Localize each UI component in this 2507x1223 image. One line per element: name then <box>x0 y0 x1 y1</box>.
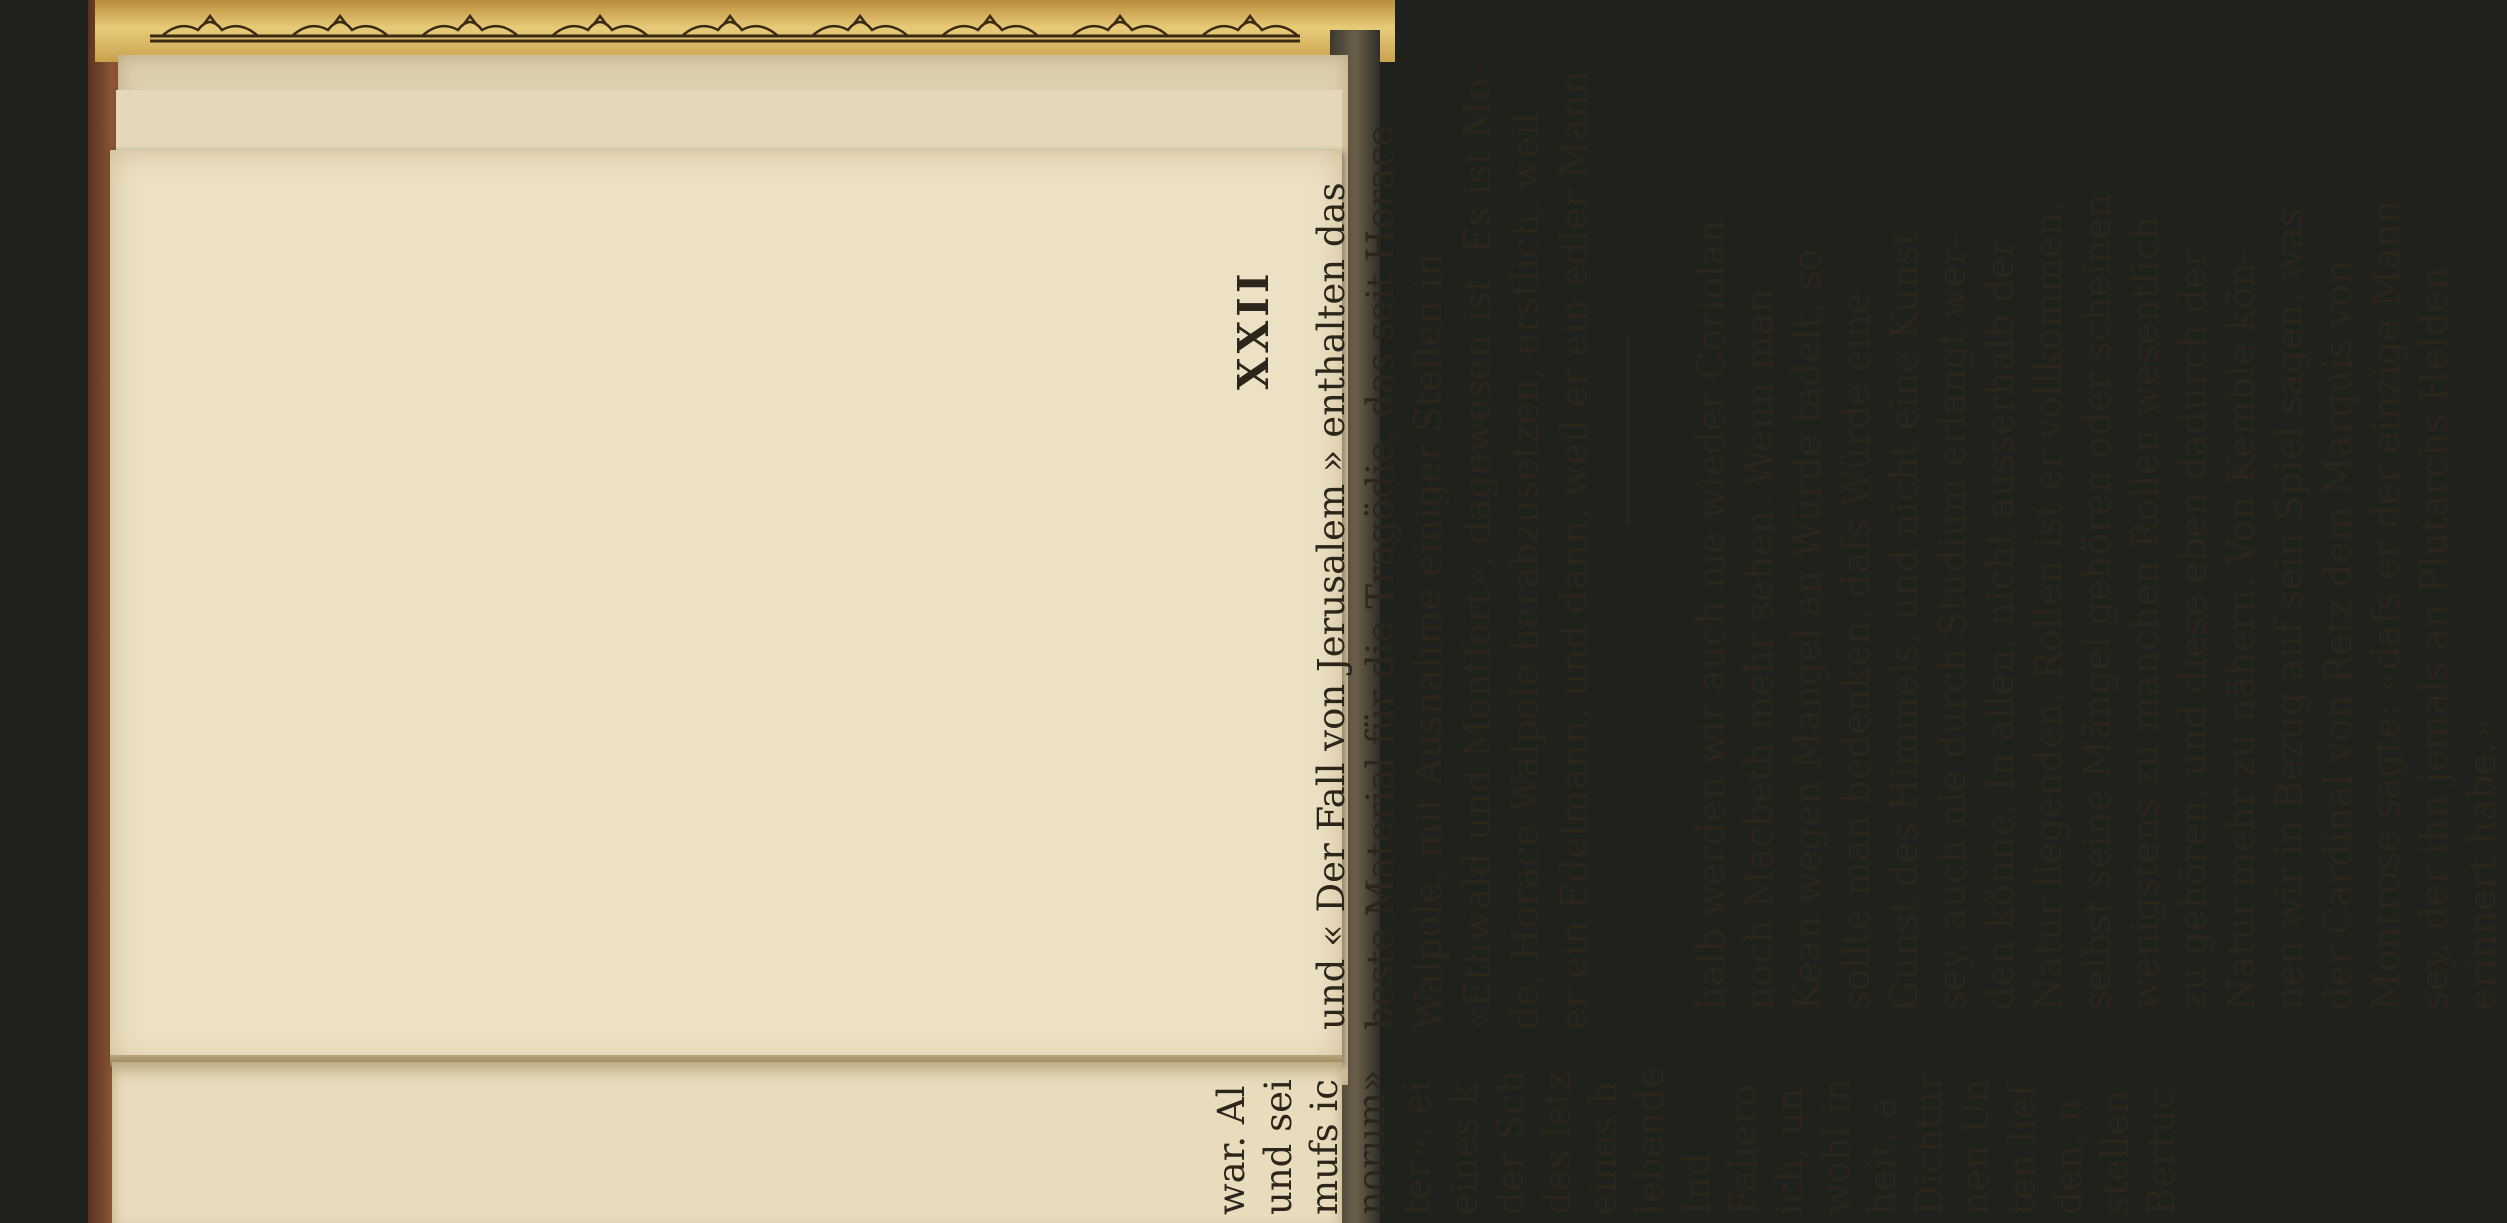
text-line: erinnert habe.» <box>2461 718 2505 1010</box>
ornament-flourish <box>422 16 518 36</box>
text-line: de, Horace Walpole herabzusetzen, erstlich, weil <box>1504 112 1547 1030</box>
text-line: sey, der ihn jemals an Plutarchs Helden <box>2413 266 2456 1010</box>
ornament-flourish <box>1072 16 1168 36</box>
text-line: Natur liegenden, Rollen ist er vollkommen, <box>2027 200 2071 1010</box>
text-line: «Ethwald und Montfort», dagewesen ist. Es ist Mo- <box>1455 65 1499 1030</box>
ornament-flourish <box>552 16 648 36</box>
facing-text-line: der Sch <box>1489 1070 1532 1215</box>
facing-text-line: und sei <box>1256 1079 1300 1215</box>
text-line: er ein Edelmann, und dann, weil er ein edler Mann <box>1552 70 1596 1030</box>
text-line: wenigstens zu manchen Rollen wesentlich <box>2123 215 2167 1010</box>
ornament-flourish <box>942 16 1038 36</box>
ornament-flourish <box>682 16 778 36</box>
text-line: Montrose sagte: «dafs er der einzige Mann <box>2364 199 2408 1010</box>
facing-text-line: Dichtur <box>1907 1072 1951 1215</box>
facing-text-line: norum» <box>1349 1069 1393 1215</box>
text-line: und « Der Fall von Jerusalem » enthalten das <box>1310 182 1353 1030</box>
facing-text-line: Ind <box>1675 1152 1718 1215</box>
section-rule <box>1626 335 1629 525</box>
facing-text-line: ter», ei <box>1396 1080 1439 1215</box>
text-line: sey, auch nie durch Studium erlangt wer- <box>1931 234 1974 1010</box>
facing-text-line: nen Un <box>1954 1078 1997 1215</box>
text-line: der Cardinal von Retz dem Marquis von <box>2316 260 2360 1010</box>
text-line: selbst seine Mängel gehören oder scheinen <box>2075 193 2119 1010</box>
text-line: nen wir in Bezug auf sein Spiel sagen, was <box>2268 207 2312 1010</box>
facing-text-line: stellen <box>2093 1089 2137 1215</box>
text-line: Natur mehr zu nähern. Von Kemble kön- <box>2220 250 2264 1010</box>
text-line: Walpole, mit Ausnahme einiger Stellen in <box>1407 253 1450 1030</box>
ornament-flourish <box>162 16 258 36</box>
facing-text-line: eines h <box>1582 1080 1625 1215</box>
text-line: beste Material für die Tragödie, das seit Horace <box>1358 124 1402 1030</box>
facing-text-line: Faliero <box>1721 1084 1765 1215</box>
text-line: zu gehören, und diese eben dadurch der <box>2172 249 2215 1010</box>
ornament-flourish <box>292 16 388 36</box>
facing-text-line: heit, a <box>1861 1096 1904 1215</box>
text-line: Gunst des Himmels, und nicht eine Kunst <box>1882 230 1926 1010</box>
page-number-heading: XXII <box>1229 269 1278 390</box>
facing-text-line: den, u <box>2047 1098 2090 1215</box>
text-line: sollte man bedenken, dafs Würde eine <box>1834 292 1878 1010</box>
facing-text-line: mufs ic <box>1303 1079 1346 1215</box>
ornament-flourish <box>812 16 908 36</box>
facing-text-line: lebende <box>1628 1066 1672 1215</box>
text-line: Kean wegen Mangel an Würde tadelt, so <box>1786 249 1830 1010</box>
text-line: noch Macbeth mehr sehen. Wenn man <box>1738 289 1782 1010</box>
facing-page <box>112 1062 1342 1223</box>
book-page <box>110 150 1342 1065</box>
facing-text-line: des letz <box>1535 1070 1579 1215</box>
facing-text-line: wohl in <box>1814 1077 1858 1215</box>
text-line: den könne. In allen, nicht ausserhalb der <box>1979 239 2023 1010</box>
facing-text-line: eines k <box>1442 1082 1486 1215</box>
text-line: halb werden wir auch nie wieder Coriolan <box>1690 219 1733 1010</box>
facing-text-line: war. Al <box>1210 1085 1253 1215</box>
ornament-flourish <box>1202 16 1298 36</box>
facing-text-line: Bertuc <box>2140 1088 2183 1215</box>
ornament-border <box>150 10 1300 44</box>
facing-text-line: ten lief <box>2000 1083 2044 1215</box>
facing-text-line: ich, un <box>1768 1087 1811 1215</box>
